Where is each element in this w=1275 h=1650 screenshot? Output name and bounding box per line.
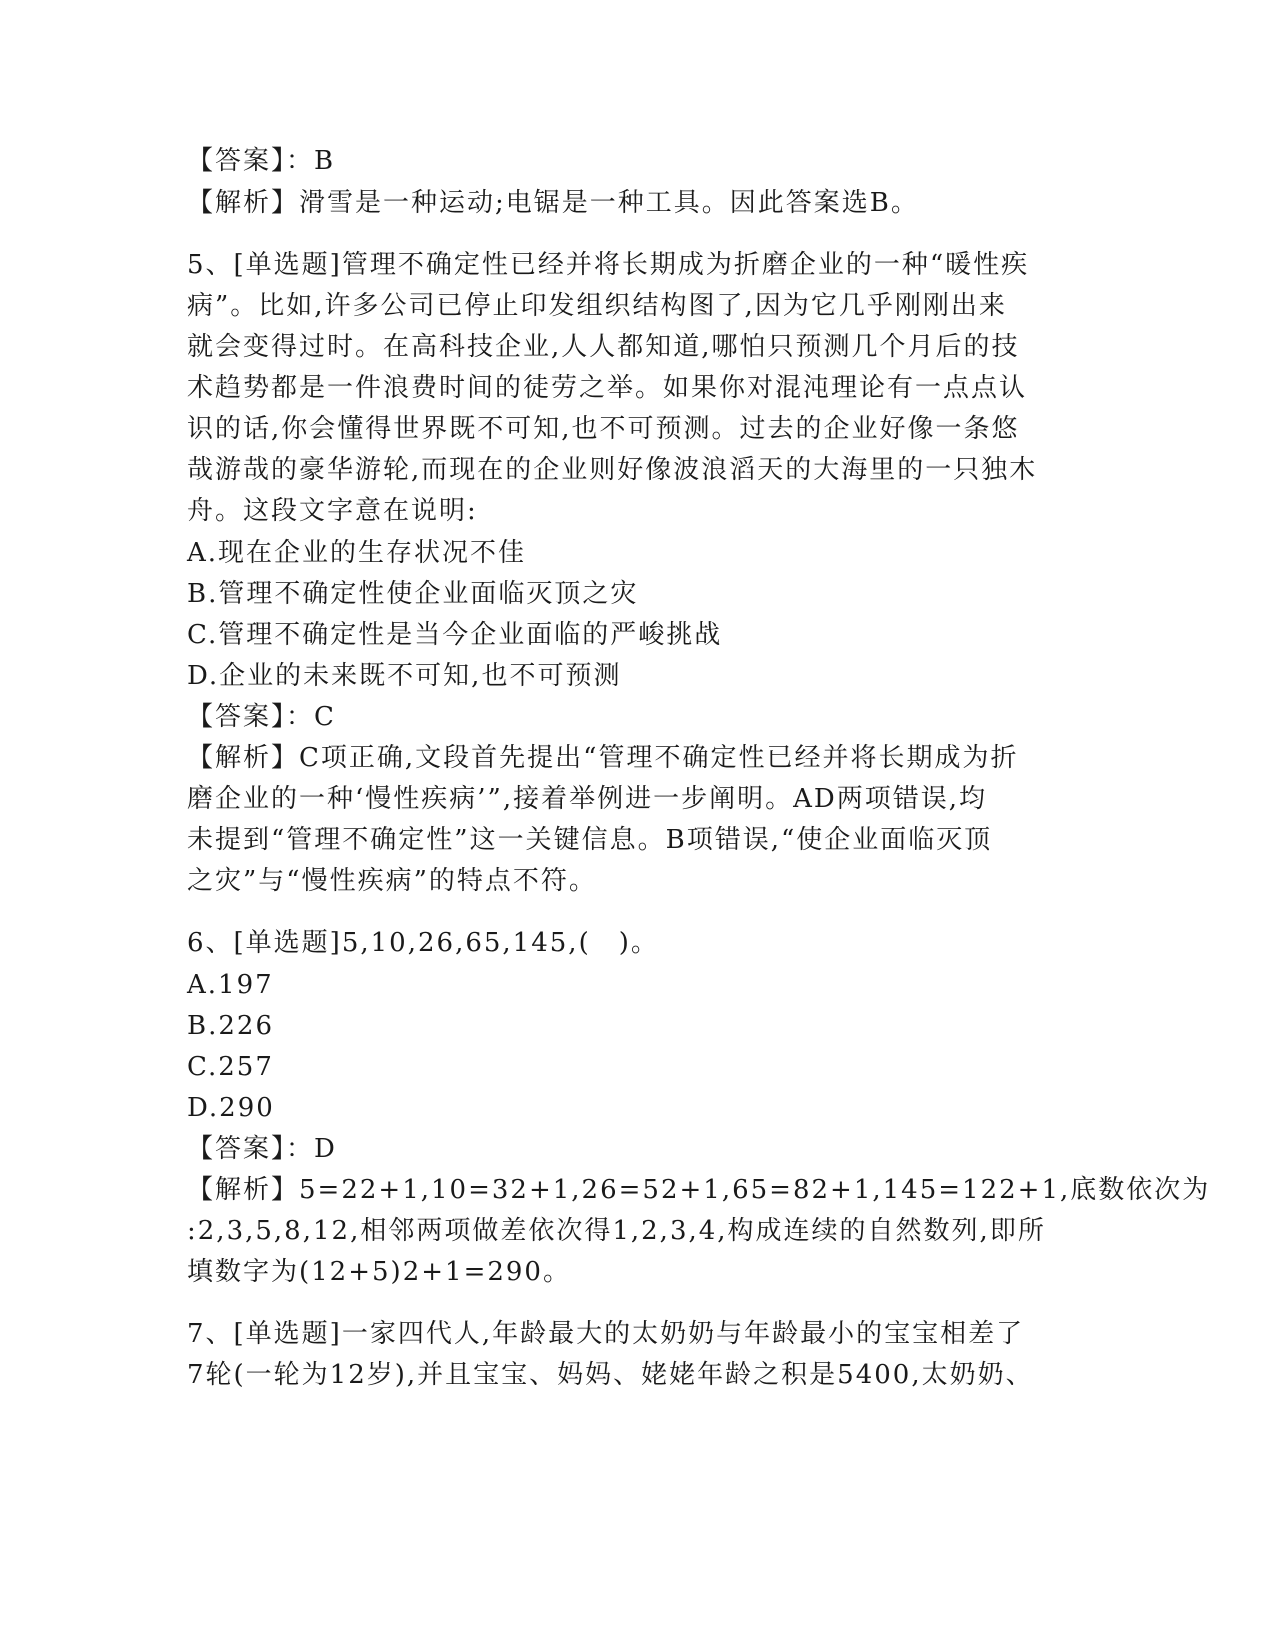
question-6-analysis: 填数字为(12+5)2+1=290。 (187, 1257, 571, 1287)
question-5-analysis: 【解析】C项正确,文段首先提出“管理不确定性已经并将长期成为折 (187, 743, 1019, 773)
question-6-option-d: D.290 (187, 1093, 275, 1123)
question-5-text: 术趋势都是一件浪费时间的徒劳之举。如果你对混沌理论有一点点认 (187, 373, 1028, 403)
question-6-analysis: :2,3,5,8,12,相邻两项做差依次得1,2,3,4,构成连续的自然数列,即所 (187, 1216, 1046, 1246)
question-5-analysis: 未提到“管理不确定性”这一关键信息。B项错误,“使企业面临灭顶 (187, 825, 993, 855)
question-5-text: 病”。比如,许多公司已停止印发组织结构图了,因为它几乎刚刚出来 (187, 291, 1007, 321)
question-5-option-d: D.企业的未来既不可知,也不可预测 (187, 661, 622, 691)
analysis-line: 【解析】滑雪是一种运动;电锯是一种工具。因此答案选B。 (187, 188, 919, 218)
question-5-analysis: 之灾”与“慢性疾病”的特点不符。 (187, 866, 597, 896)
question-6-option-c: C.257 (187, 1052, 274, 1082)
question-6-answer: 【答案】：D (187, 1134, 337, 1164)
question-5-option-b: B.管理不确定性使企业面临灭顶之灾 (187, 579, 639, 609)
question-6-text: 6、[单选题]5,10,26,65,145,( )。 (187, 928, 659, 958)
question-7-text: 7、[单选题]一家四代人,年龄最大的太奶奶与年龄最小的宝宝相差了 (187, 1319, 1025, 1349)
question-5-option-a: A.现在企业的生存状况不佳 (187, 538, 527, 568)
question-7-text: 7轮(一轮为12岁),并且宝宝、妈妈、姥姥年龄之积是5400,太奶奶、 (187, 1360, 1034, 1390)
question-5-analysis: 磨企业的一种‘慢性疾病’”,接着举例进一步阐明。AD两项错误,均 (187, 784, 987, 814)
question-6-option-b: B.226 (187, 1011, 274, 1041)
question-5-text: 哉游哉的豪华游轮,而现在的企业则好像波浪滔天的大海里的一只独木 (187, 455, 1038, 485)
question-5-text: 识的话,你会懂得世界既不可知,也不可预测。过去的企业好像一条悠 (187, 414, 1020, 444)
answer-line: 【答案】：B (187, 146, 336, 176)
question-6-option-a: A.197 (187, 970, 274, 1000)
question-5-text: 5、[单选题]管理不确定性已经并将长期成为折磨企业的一种“暖性疾 (187, 250, 1030, 280)
question-5-answer: 【答案】：C (187, 702, 336, 732)
question-6-analysis: 【解析】5=22+1,10=32+1,26=52+1,65=82+1,145=122+1,底数依次为 (187, 1175, 1211, 1205)
question-5-text: 就会变得过时。在高科技企业,人人都知道,哪怕只预测几个月后的技 (187, 332, 1020, 362)
question-5-option-c: C.管理不确定性是当今企业面临的严峻挑战 (187, 620, 723, 650)
question-5-text: 舟。这段文字意在说明: (187, 496, 478, 526)
